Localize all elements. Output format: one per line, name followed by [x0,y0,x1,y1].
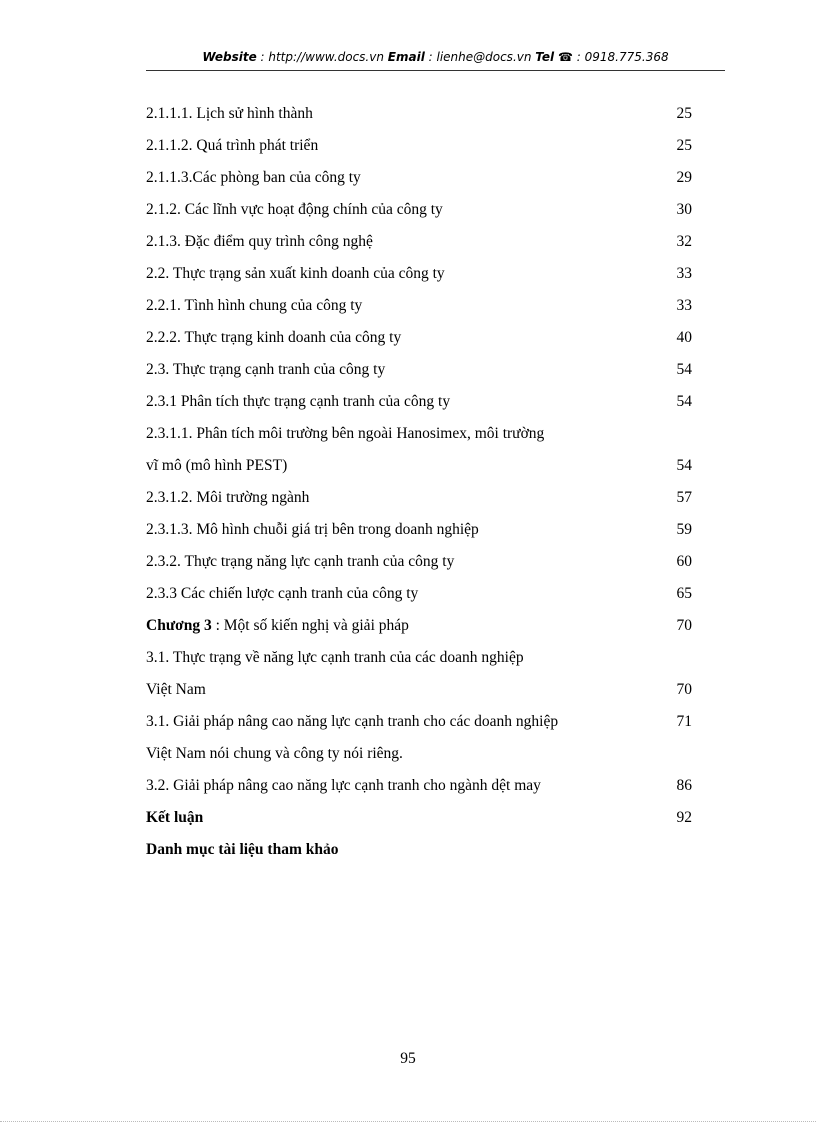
toc-entry-page: 71 [676,713,692,730]
toc-entry-text: Việt Nam nói chung và công ty nói riêng. [146,745,403,762]
toc-entry[interactable] [146,418,692,450]
toc-entry-label [146,450,287,482]
tel-number: : 0918.775.368 [572,50,669,64]
toc-entry-label [146,354,385,386]
website-label: Website [202,50,257,64]
toc-entry-label [146,226,373,258]
toc-entry[interactable] [146,162,692,194]
toc-entry-page: 59 [676,521,692,538]
toc-entry-label [146,610,409,642]
toc-entry-label [146,322,401,354]
toc-entry[interactable] [146,386,692,418]
toc-entry-label [146,386,450,418]
table-of-contents [146,98,692,866]
toc-entry-page: 86 [676,777,692,794]
toc-entry-page: 60 [676,553,692,570]
toc-entry-page: 57 [676,489,692,506]
toc-entry-text: 2.3.1.2. Môi trường ngành [146,489,310,506]
toc-entry-text: 2.1.1.1. Lịch sử hình thành [146,105,313,122]
toc-entry-text: 2.1.1.2. Quá trình phát triển [146,137,319,154]
toc-entry-text: Việt Nam [146,681,206,698]
toc-entry-page: 25 [676,105,692,122]
toc-entry-text: 2.3.1.3. Mô hình chuỗi giá trị bên trong doanh nghiệp [146,521,479,538]
toc-entry-text: 2.1.1.3.Các phòng ban của công ty [146,169,361,186]
toc-entry-page: 65 [676,585,692,602]
toc-entry-label [146,418,544,450]
toc-entry-label [146,770,541,802]
page-number: 95 [400,1050,416,1067]
toc-entry[interactable] [146,642,692,674]
toc-entry-page: 32 [676,233,692,250]
toc-entry[interactable] [146,674,692,706]
page-header [146,50,725,64]
toc-entry-label [146,162,361,194]
toc-entry-label [146,514,479,546]
toc-entry[interactable] [146,258,692,290]
toc-entry-label [146,578,418,610]
toc-entry[interactable] [146,194,692,226]
toc-entry-page: 25 [676,137,692,154]
toc-entry-label [146,834,339,866]
toc-entry[interactable] [146,98,692,130]
header-divider [146,70,725,71]
toc-entry-page: 70 [676,617,692,634]
toc-entry-text: 2.2.1. Tình hình chung của công ty [146,297,363,314]
toc-entry-page: 33 [676,297,692,314]
toc-entry-text: 3.2. Giải pháp nâng cao năng lực cạnh tranh cho ngành dệt may [146,777,541,794]
toc-entry-page: 33 [676,265,692,282]
toc-entry-page: 29 [676,169,692,186]
phone-icon: ☎ [558,50,573,64]
toc-entry-label [146,738,403,770]
toc-entry-text: 2.3.3 Các chiến lược cạnh tranh của công ty [146,585,419,602]
toc-entry-text: 3.1. Giải pháp nâng cao năng lực cạnh tranh cho các doanh nghiệp [146,713,559,730]
toc-entry-label [146,130,318,162]
toc-entry-page: 92 [676,809,692,826]
toc-entry[interactable] [146,834,692,866]
toc-entry[interactable] [146,706,692,738]
toc-entry-label [146,194,443,226]
toc-entry-label [146,706,558,738]
email-label: Email [387,50,425,64]
toc-entry-label [146,802,203,834]
toc-entry-text: 2.3.1.1. Phân tích môi trường bên ngoài Hanosimex, môi trường [146,425,545,442]
toc-entry-text: 2.3.2. Thực trạng năng lực cạnh tranh của công ty [146,553,455,570]
toc-entry[interactable] [146,482,692,514]
toc-entry[interactable] [146,450,692,482]
toc-entry[interactable] [146,322,692,354]
toc-entry-text: 3.1. Thực trạng về năng lực cạnh tranh của các doanh nghiệp [146,649,524,666]
toc-entry-page: 54 [676,457,692,474]
toc-entry-heading: Kết luận [146,809,204,826]
toc-entry[interactable] [146,610,692,642]
toc-entry-text: vĩ mô (mô hình PEST) [146,457,288,474]
toc-entry[interactable] [146,546,692,578]
toc-entry-page: 40 [676,329,692,346]
toc-entry-heading: Danh mục tài liệu tham khảo [146,841,339,858]
toc-entry[interactable] [146,578,692,610]
toc-entry-page: 54 [676,361,692,378]
tel-label: Tel [535,50,555,64]
toc-entry-label [146,546,454,578]
email-address[interactable]: : lienhe@docs.vn [424,50,536,64]
toc-entry-page: 30 [676,201,692,218]
toc-entry-label [146,674,206,706]
toc-entry-page: 54 [676,393,692,410]
toc-entry[interactable] [146,514,692,546]
toc-entry-label [146,258,445,290]
toc-entry-text: 2.2. Thực trạng sản xuất kinh doanh của công ty [146,265,445,282]
toc-entry-label [146,98,313,130]
toc-entry-heading: Chương 3 [146,617,212,634]
toc-entry-text: 2.1.2. Các lĩnh vực hoạt động chính của công ty [146,201,443,218]
website-url[interactable]: : http://www.docs.vn [256,50,388,64]
toc-entry-label [146,482,309,514]
toc-entry[interactable] [146,130,692,162]
toc-entry[interactable] [146,226,692,258]
toc-entry-text: 2.1.3. Đặc điểm quy trình công nghệ [146,233,373,250]
toc-entry-text: 2.3. Thực trạng cạnh tranh của công ty [146,361,386,378]
toc-entry[interactable] [146,738,692,770]
toc-entry[interactable] [146,290,692,322]
page-bottom-divider [0,1121,816,1122]
toc-entry-text: : Một số kiến nghị và giải pháp [211,617,409,634]
toc-entry[interactable] [146,770,692,802]
toc-entry-label [146,642,524,674]
toc-entry-text: 2.3.1 Phân tích thực trạng cạnh tranh của công ty [146,393,451,410]
toc-entry[interactable] [146,802,692,834]
toc-entry[interactable] [146,354,692,386]
toc-entry-label [146,290,362,322]
toc-entry-text: 2.2.2. Thực trạng kinh doanh của công ty [146,329,402,346]
toc-entry-page: 70 [676,681,692,698]
